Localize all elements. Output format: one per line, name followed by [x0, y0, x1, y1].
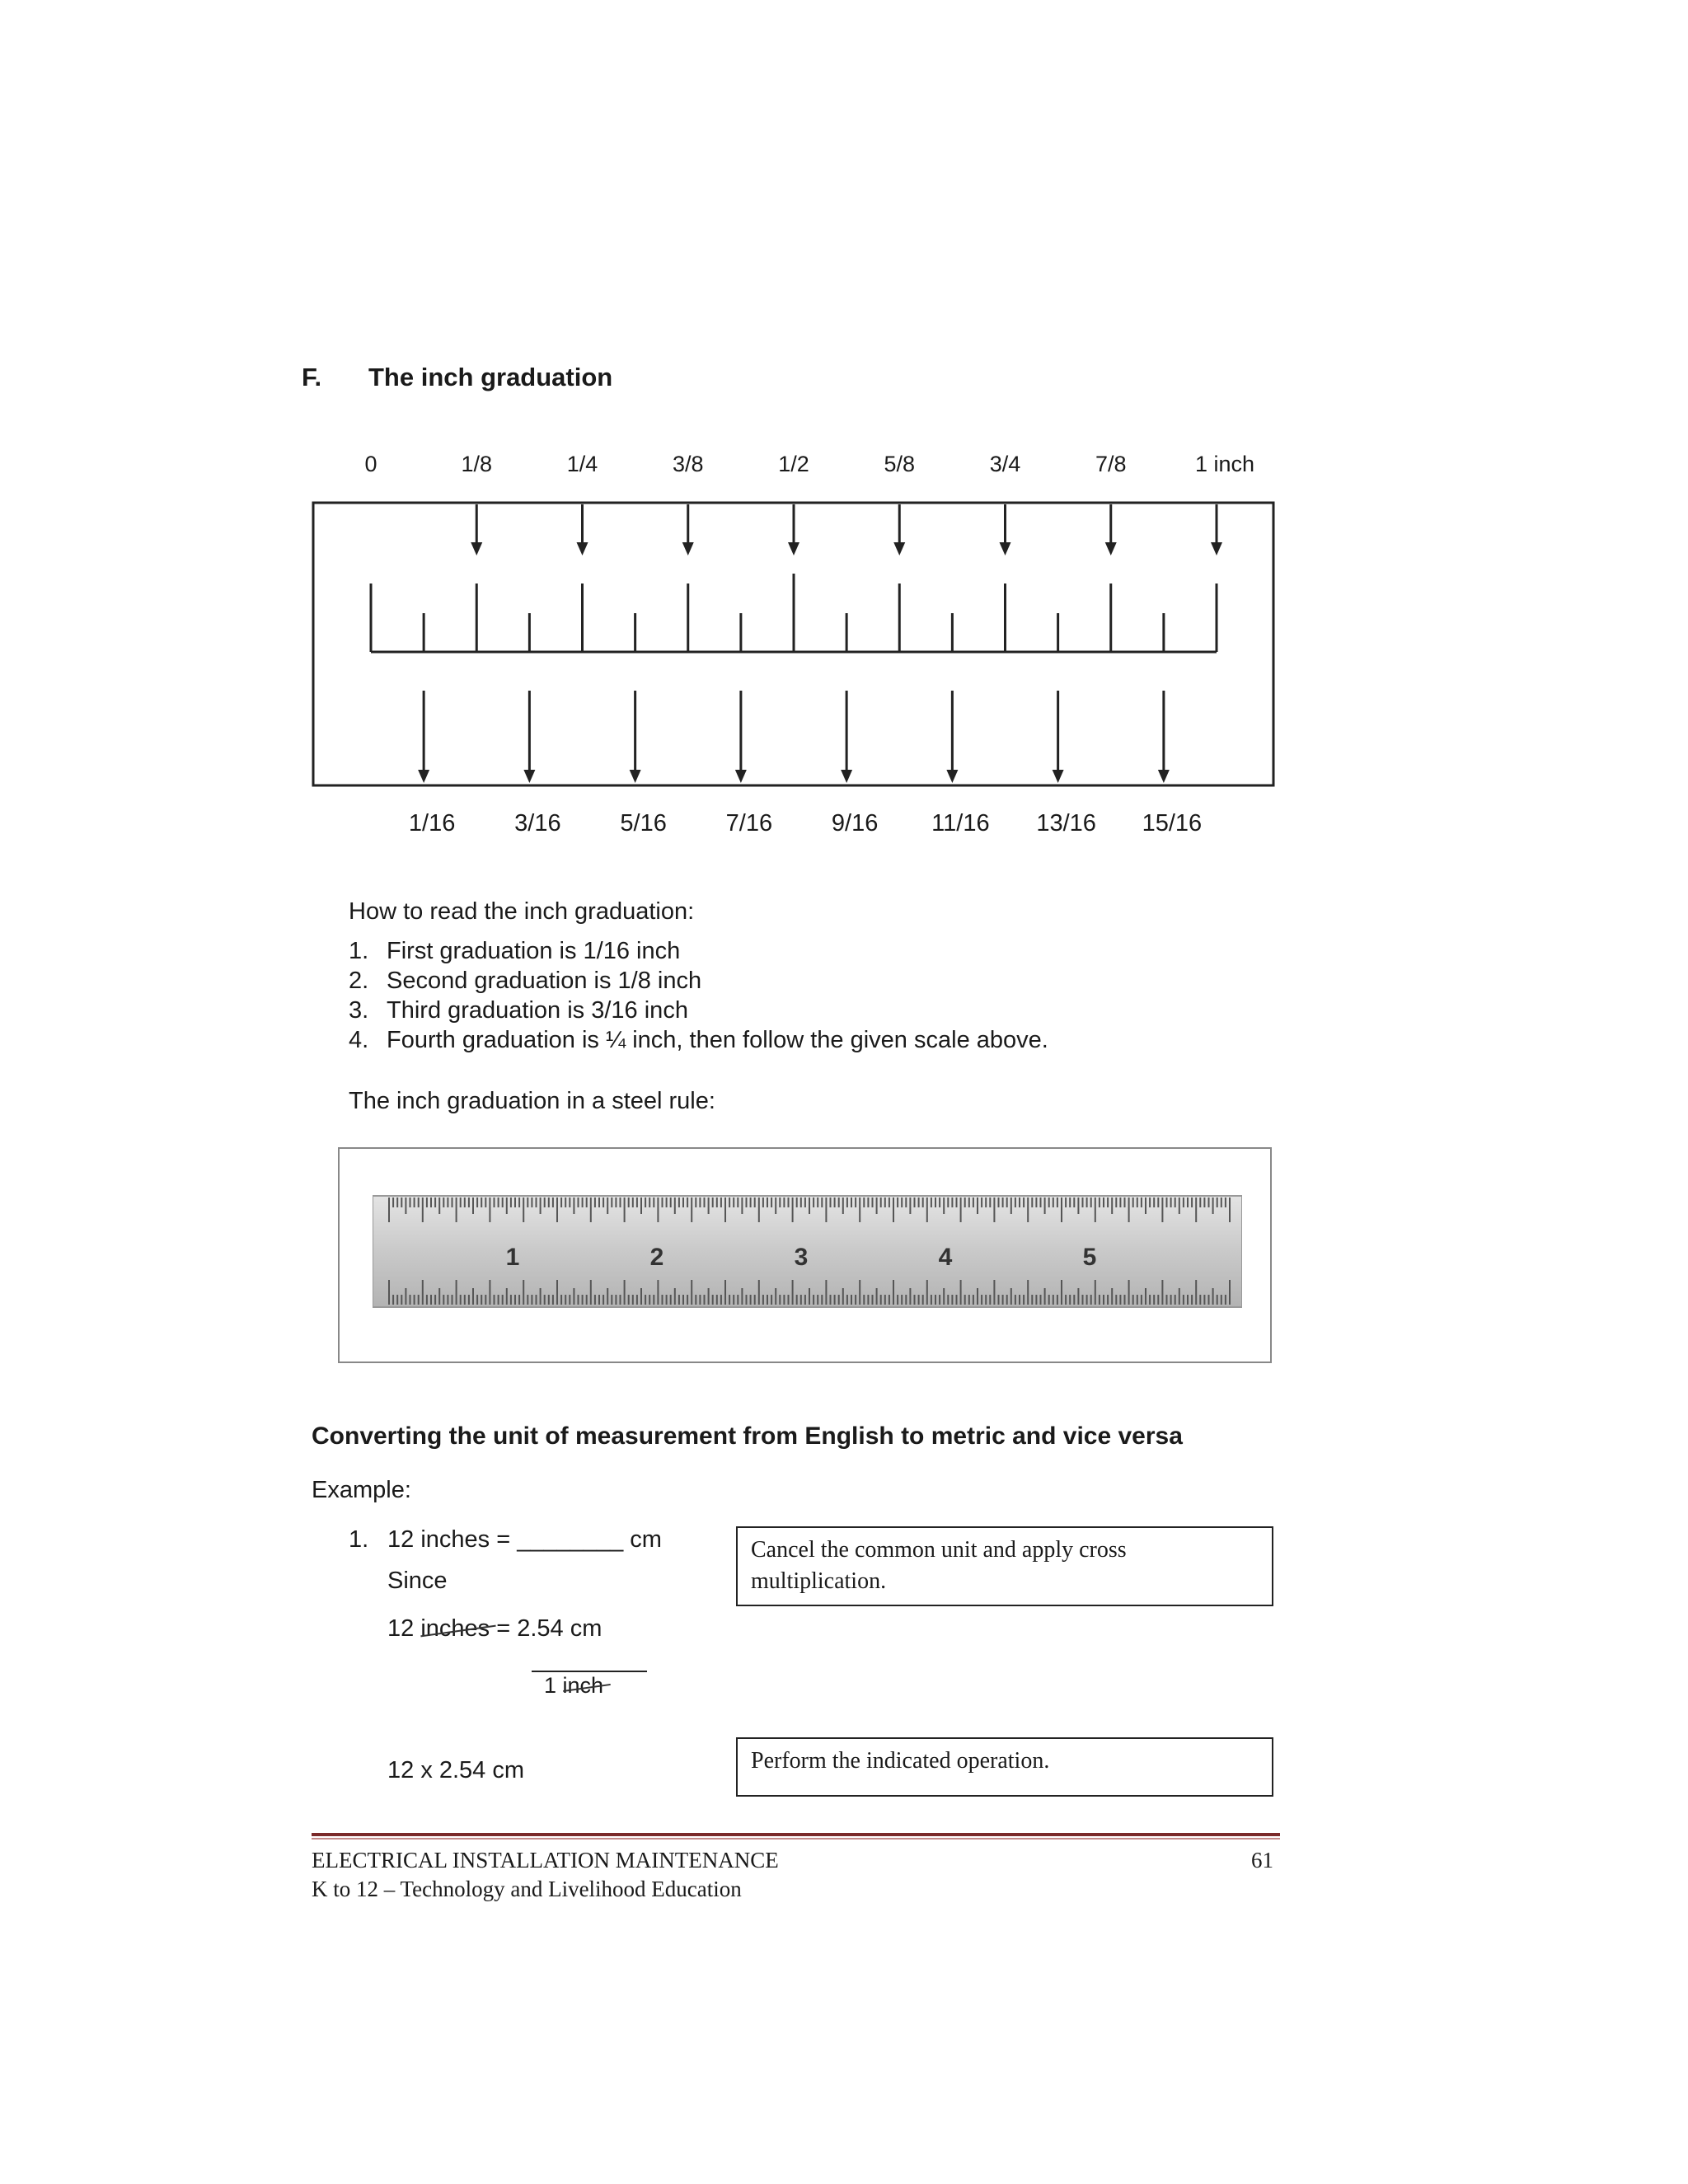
note-box-operation: Perform the indicated operation. — [736, 1737, 1273, 1797]
step-item — [349, 996, 1048, 1025]
cancelled-unit: inch — [562, 1673, 604, 1698]
how-to-heading: How to read the inch graduation: — [349, 898, 695, 925]
conversion-title: Converting the unit of measurement from English to metric and vice versa — [312, 1422, 1183, 1450]
steel-number: 5 — [1082, 1244, 1097, 1271]
step-number: 2. — [349, 968, 369, 994]
cancelled-unit: inches — [420, 1615, 490, 1642]
steel-rule-caption: The inch graduation in a steel rule: — [349, 1088, 715, 1114]
example-label: Example: — [312, 1477, 411, 1503]
note-box-cancel: Cancel the common unit and apply cross multiplication. — [736, 1526, 1273, 1606]
bottom-arrow-head — [735, 770, 747, 783]
step-text: Third graduation is 3/16 inch — [387, 997, 688, 1024]
example-question — [387, 1526, 662, 1554]
conversion-factor — [387, 1615, 602, 1643]
bottom-arrow-head — [1053, 770, 1064, 783]
factor-prefix: 12 — [387, 1615, 421, 1642]
top-scale-label: 1/4 — [566, 452, 598, 476]
top-scale-label: 3/8 — [672, 452, 704, 476]
top-arrow-head — [788, 542, 799, 555]
top-arrow-head — [1211, 542, 1222, 555]
bottom-scale-label: 7/16 — [725, 810, 773, 837]
step-number: 1. — [349, 938, 369, 964]
footer-rule — [312, 1833, 1280, 1836]
question-prefix: 12 inches = — [387, 1526, 518, 1553]
top-scale-label: 0 — [364, 452, 377, 476]
bottom-scale-label: 9/16 — [831, 810, 879, 837]
footer-rule-shadow — [312, 1838, 1280, 1840]
question-unit: cm — [623, 1526, 662, 1553]
bottom-scale-label: 13/16 — [1036, 810, 1096, 837]
top-scale-label: 7/8 — [1095, 452, 1127, 476]
bottom-scale-label: 5/16 — [620, 810, 667, 837]
step-number: 3. — [349, 997, 369, 1024]
top-arrow-head — [577, 542, 588, 555]
answer-blank: ________ — [517, 1526, 624, 1553]
bottom-arrow-head — [630, 770, 641, 783]
step-number: 4. — [349, 1027, 369, 1053]
steel-number: 1 — [505, 1244, 520, 1271]
step-item — [349, 936, 1048, 966]
steel-number: 2 — [649, 1244, 664, 1271]
since-label: Since — [387, 1568, 448, 1594]
footer-course: ELECTRICAL INSTALLATION MAINTENANCE — [312, 1848, 779, 1872]
step-text: First graduation is 1/16 inch — [387, 938, 681, 964]
top-scale-label: 5/8 — [884, 452, 916, 476]
top-scale-label: 1 inch — [1194, 452, 1255, 476]
top-arrow-head — [1000, 542, 1011, 555]
steel-rule-image — [373, 1189, 1242, 1313]
bottom-arrow-head — [523, 770, 535, 783]
steel-number: 4 — [938, 1244, 953, 1271]
bottom-scale-label: 1/16 — [408, 810, 456, 837]
top-arrow-head — [893, 542, 905, 555]
footer-program: K to 12 – Technology and Livelihood Education — [312, 1877, 742, 1901]
how-to-steps — [349, 936, 1048, 1055]
fraction-bar — [532, 1671, 647, 1672]
step-text: Second graduation is 1/8 inch — [387, 968, 702, 994]
bottom-arrow-head — [946, 770, 958, 783]
bottom-arrow-head — [1158, 770, 1170, 783]
factor-rest: = 2.54 cm — [490, 1615, 603, 1642]
page-number: 61 — [1251, 1848, 1273, 1872]
top-scale-label: 1/2 — [778, 452, 809, 476]
steel-number: 3 — [794, 1244, 809, 1271]
top-scale-label: 3/4 — [989, 452, 1021, 476]
step-text: Fourth graduation is ¼ inch, then follow the given scale above. — [387, 1027, 1048, 1053]
example-number: 1. — [349, 1526, 369, 1553]
calculation: 12 x 2.54 cm — [387, 1757, 525, 1783]
top-arrow-head — [471, 542, 482, 555]
step-item — [349, 1025, 1048, 1055]
bottom-arrow-head — [841, 770, 852, 783]
top-arrow-head — [1105, 542, 1117, 555]
denominator-number: 1 — [544, 1673, 563, 1698]
bottom-arrow-head — [418, 770, 429, 783]
top-arrow-head — [682, 542, 694, 555]
bottom-scale-label: 15/16 — [1142, 810, 1203, 837]
section-letter: F. — [302, 363, 322, 391]
top-scale-label: 1/8 — [461, 452, 493, 476]
bottom-scale-label: 11/16 — [931, 810, 990, 837]
fraction-denominator — [544, 1673, 603, 1699]
bottom-scale-label: 3/16 — [514, 810, 561, 837]
step-item — [349, 966, 1048, 996]
inch-graduation-diagram — [0, 0, 1688, 857]
section-title: The inch graduation — [368, 363, 613, 391]
